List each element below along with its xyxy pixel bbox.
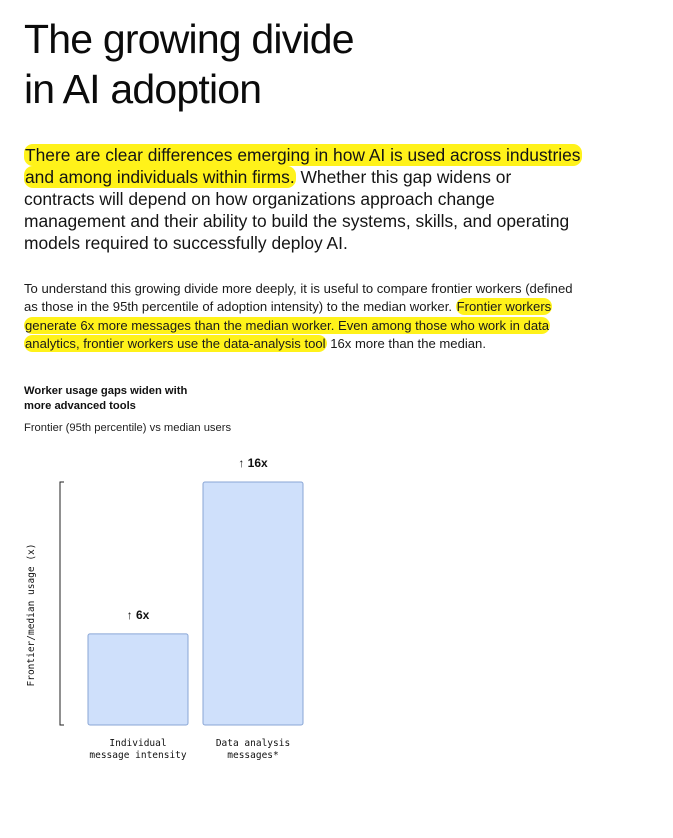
chart-title: Worker usage gaps widen with more advanced tools [24,384,188,412]
category-label-1-line1: Individual [109,738,167,749]
category-label-2-line1: Data analysis [215,738,291,749]
bar-1 [88,634,188,725]
bar-2 [203,482,303,725]
page-title [24,14,584,114]
bars-group [88,456,303,761]
body-paragraph [24,280,584,354]
title-line-1: The growing divide [24,16,354,62]
y-axis [60,482,64,725]
chart-subtitle: Frontier (95th percentile) vs median users [24,421,232,434]
category-label-2-line2: messages* [227,750,279,761]
lead-highlight: There are clear differences emerging in how AI is used across industries and among individuals within firms. [25,145,581,187]
body-start: To understand this growing divide more deeply, it is useful to compare frontier workers (defined as those in the 95th percentile of adoption intensity) to the median worker. [24,281,573,315]
body-highlight: Frontier workers generate 6x more messages than the median worker. Even among those who work in data analytics, frontier workers use the data-analysis tool [25,299,552,352]
value-label-1: ↑ 6x [126,607,150,622]
article [24,14,584,435]
title-line-2: in AI adoption [24,66,262,112]
lead-rest: Whether this gap widens or contracts will depend on how organizations approach change management and their ability to build the systems, skills, and operating models required to successfully deploy AI. [24,167,570,253]
y-axis-label: Frontier/median usage (x) [26,543,37,687]
bar-chart [0,440,360,780]
body-end: 16x more than the median. [326,336,486,352]
lead-paragraph [24,144,584,254]
value-label-2: ↑ 16x [238,456,268,470]
category-label-1-line2: message intensity [89,750,187,761]
